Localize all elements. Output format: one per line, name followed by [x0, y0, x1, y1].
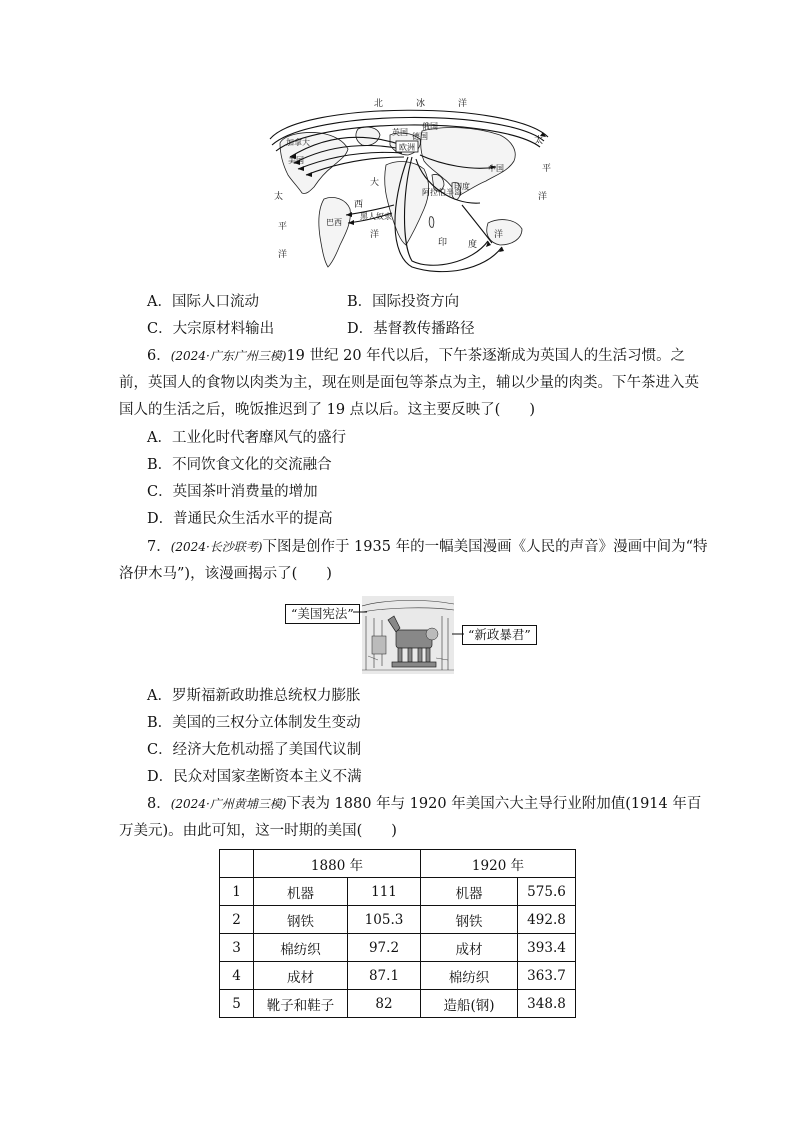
map-label-pacific-l3: 洋 — [278, 250, 288, 260]
map-label-russia: 俄国 — [422, 122, 438, 131]
table-cell-value-1920: 348.8 — [518, 990, 576, 1018]
q7-number: 7． — [147, 539, 171, 555]
q7-option-b: B．美国的三权分立体制发生变动 — [147, 715, 361, 731]
table-cell-value-1920: 363.7 — [518, 962, 576, 990]
map-label-atlantic-2: 西 — [354, 200, 364, 210]
table-cell-industry-1920: 棉纺织 — [421, 962, 518, 990]
map-label-brazil: 巴西 — [326, 218, 342, 227]
q5-option-d: D．基督教传播路径 — [347, 321, 475, 337]
q8-text-1: 下表为 1880 年与 1920 年美国六大主导行业附加值(1914 年百 — [286, 796, 702, 812]
table-cell-value-1920: 492.8 — [518, 906, 576, 934]
q5-option-c: C．大宗原材料输出 — [147, 321, 275, 337]
table-cell-industry-1920: 成材 — [421, 934, 518, 962]
table-cell-rank: 2 — [220, 906, 254, 934]
q6-stem-line3: 国人的生活之后，晚饭推迟到了 19 点以后。这主要反映了( ) — [119, 402, 535, 418]
map-label-slave: 黑人奴隶 — [360, 212, 392, 221]
table-cell-value-1880: 105.3 — [348, 906, 421, 934]
q6-option-a: A．工业化时代奢靡风气的盛行 — [147, 430, 346, 446]
q6-source: (2024·广东广州三模) — [170, 349, 287, 363]
table-header-year2: 1920 年 — [421, 850, 576, 878]
table-row — [220, 990, 576, 1018]
map-label-atlantic-3: 洋 — [370, 230, 380, 240]
map-label-pacific-r3: 洋 — [538, 192, 548, 202]
q8-source: (2024·广州黄埔三模) — [170, 797, 287, 811]
q8-stem-line2: 万美元)。由此可知，这一时期的美国( ) — [119, 823, 397, 839]
q6-number: 6． — [147, 348, 171, 364]
map-label-indian-1: 印 — [438, 238, 448, 248]
q7-stem-line2: 洛伊木马”)，该漫画揭示了( ) — [119, 566, 332, 582]
table-cell-industry-1880: 机器 — [254, 878, 348, 906]
table-row — [220, 906, 576, 934]
table-cell-industry-1920: 机器 — [421, 878, 518, 906]
table-cell-value-1920: 393.4 — [518, 934, 576, 962]
q8-stem-line1 — [147, 794, 701, 814]
q7-source: (2024·长沙联考) — [170, 540, 263, 554]
cartoon-caption-right: “新政暴君” — [462, 625, 537, 645]
q7-option-d: D．民众对国家垄断资本主义不满 — [147, 769, 362, 785]
map-label-indian-2: 度 — [468, 240, 478, 250]
map-label-indian-3: 洋 — [494, 230, 504, 240]
table-cell-industry-1880: 钢铁 — [254, 906, 348, 934]
map-label-arctic-3: 洋 — [458, 99, 468, 109]
table-cell-rank: 1 — [220, 878, 254, 906]
q6-option-d: D．普通民众生活水平的提高 — [147, 511, 333, 527]
table-cell-rank: 3 — [220, 934, 254, 962]
map-label-pacific-r1: 太 — [534, 136, 544, 146]
q6-stem-line1 — [147, 346, 685, 366]
q6-option-b: B．不同饮食文化的交流融合 — [147, 457, 332, 473]
map-label-germany: 德国 — [412, 132, 428, 141]
q6-stem-line2: 前，英国人的食物以肉类为主，现在则是面包等茶点为主，辅以少量的肉类。下午茶进入英 — [119, 375, 699, 391]
map-label-india: 印度 — [454, 182, 470, 191]
cartoon-caption-left: “美国宪法” — [285, 604, 360, 624]
table-cell-industry-1880: 靴子和鞋子 — [254, 990, 348, 1018]
table-cell-rank: 4 — [220, 962, 254, 990]
table-cell-value-1880: 97.2 — [348, 934, 421, 962]
map-label-arctic-1: 北 — [374, 99, 384, 109]
cartoon-image — [362, 596, 454, 674]
map-label-pacific-r2: 平 — [542, 164, 552, 174]
table-cell-value-1880: 111 — [348, 878, 421, 906]
table-row — [220, 962, 576, 990]
table-row — [220, 878, 576, 906]
map-label-pacific-l2: 平 — [278, 222, 288, 232]
table-header-blank — [220, 850, 254, 878]
q7-stem-line1 — [147, 537, 707, 557]
map-label-uk: 英国 — [392, 128, 408, 137]
map-label-europe: 欧洲 — [399, 143, 415, 152]
q5-option-a: A．国际人口流动 — [147, 294, 259, 310]
map-label-usa: 美国 — [288, 156, 304, 165]
table-header-row — [220, 850, 576, 878]
q6-option-c: C．英国茶叶消费量的增加 — [147, 484, 318, 500]
industry-table — [219, 849, 576, 1018]
table-header-year1: 1880 年 — [254, 850, 421, 878]
table-cell-value-1920: 575.6 — [518, 878, 576, 906]
q8-number: 8． — [147, 796, 171, 812]
map-label-china: 中国 — [488, 164, 504, 173]
q7-option-a: A．罗斯福新政助推总统权力膨胀 — [147, 688, 361, 704]
table-cell-value-1880: 82 — [348, 990, 421, 1018]
map-label-arabia: 阿拉伯半岛 — [422, 188, 462, 197]
table-cell-value-1880: 87.1 — [348, 962, 421, 990]
table-cell-industry-1920: 钢铁 — [421, 906, 518, 934]
q7-option-c: C．经济大危机动摇了美国代议制 — [147, 742, 362, 758]
table-cell-industry-1920: 造船(钢) — [421, 990, 518, 1018]
map-label-canada: 加拿大 — [286, 138, 310, 147]
table-cell-industry-1880: 成材 — [254, 962, 348, 990]
map-label-atlantic-1: 大 — [370, 178, 380, 188]
caption-left-pointer — [353, 608, 367, 616]
caption-right-pointer — [452, 630, 464, 638]
table-cell-rank: 5 — [220, 990, 254, 1018]
q6-text-1: 19 世纪 20 年代以后，下午茶逐渐成为英国人的生活习惯。之 — [286, 348, 686, 364]
table-cell-industry-1880: 棉纺织 — [254, 934, 348, 962]
map-label-arctic-2: 冰 — [416, 99, 426, 109]
q7-text-1: 下图是创作于 1935 年的一幅美国漫画《人民的声音》漫画中间为“特 — [262, 539, 708, 555]
q5-option-b: B．国际投资方向 — [347, 294, 460, 310]
table-row — [220, 934, 576, 962]
map-label-pacific-l1: 太 — [274, 192, 284, 202]
world-map-figure — [262, 95, 558, 285]
